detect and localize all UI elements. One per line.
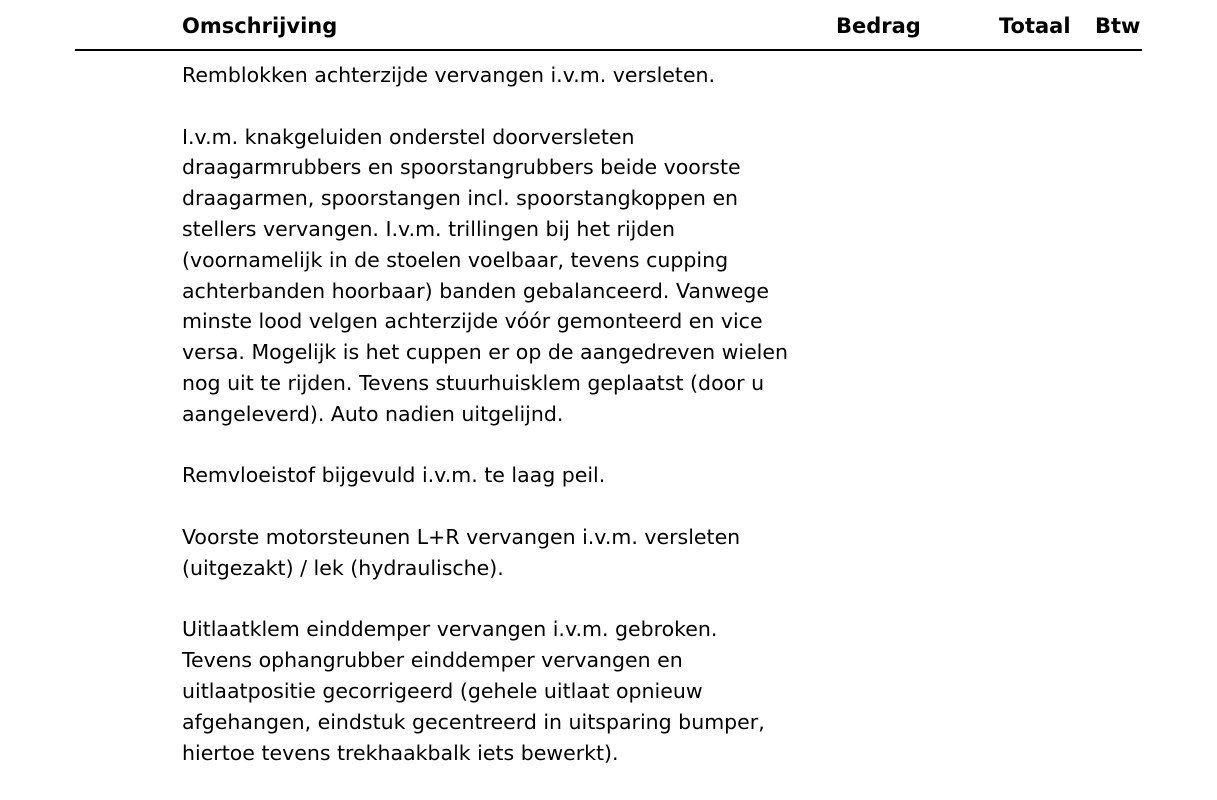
column-header-vat: Btw xyxy=(1095,14,1141,38)
table-header xyxy=(0,0,1217,52)
description-paragraph xyxy=(182,460,782,491)
description-line: aangeleverd). Auto nadien uitgelijnd. xyxy=(182,401,564,426)
description-line: minste lood velgen achterzijde vóór gemonteerd en vice xyxy=(182,309,763,334)
description-line: hiertoe tevens trekhaakbalk iets bewerkt). xyxy=(182,740,619,765)
column-header-description: Omschrijving xyxy=(182,14,338,38)
description-line: afgehangen, eindstuk gecentreerd in uitsparing bumper, xyxy=(182,709,765,734)
description-line: nog uit te rijden. Tevens stuurhuisklem geplaatst (door u xyxy=(182,370,765,395)
description-line: (voornamelijk in de stoelen voelbaar, tevens cupping xyxy=(182,247,729,272)
description-paragraph xyxy=(182,522,782,584)
description-line: Tevens ophangrubber einddemper vervangen en xyxy=(182,648,683,673)
description-line: uitlaatpositie gecorrigeerd (gehele uitlaat opnieuw xyxy=(182,678,703,703)
description-line: Voorste motorsteunen L+R vervangen i.v.m. versleten xyxy=(182,524,741,549)
description-line: draagarmrubbers en spoorstangrubbers beide voorste xyxy=(182,155,741,180)
description-paragraph xyxy=(182,614,782,768)
description-line: I.v.m. knakgeluiden onderstel doorversleten xyxy=(182,124,635,149)
description-line: Remblokken achterzijde vervangen i.v.m. versleten. xyxy=(182,63,716,87)
description-line: achterbanden hoorbaar) banden gebalanceerd. Vanwege xyxy=(182,278,769,303)
description-paragraph xyxy=(182,60,782,91)
column-header-amount: Bedrag xyxy=(836,14,921,38)
description-line: Remvloeistof bijgevuld i.v.m. te laag peil. xyxy=(182,463,606,488)
column-header-total: Totaal xyxy=(999,14,1071,38)
description-line: (uitgezakt) / lek (hydraulische). xyxy=(182,555,504,580)
description-line: draagarmen, spoorstangen incl. spoorstangkoppen en xyxy=(182,186,739,211)
description-line: versa. Mogelijk is het cuppen er op de aangedreven wielen xyxy=(182,340,788,365)
description-column xyxy=(182,60,788,799)
description-line: Uitlaatklem einddemper vervangen i.v.m. gebroken. xyxy=(182,617,718,642)
description-paragraph xyxy=(182,122,788,430)
header-divider xyxy=(75,49,1142,51)
description-line: stellers vervangen. I.v.m. trillingen bij het rijden xyxy=(182,216,675,241)
